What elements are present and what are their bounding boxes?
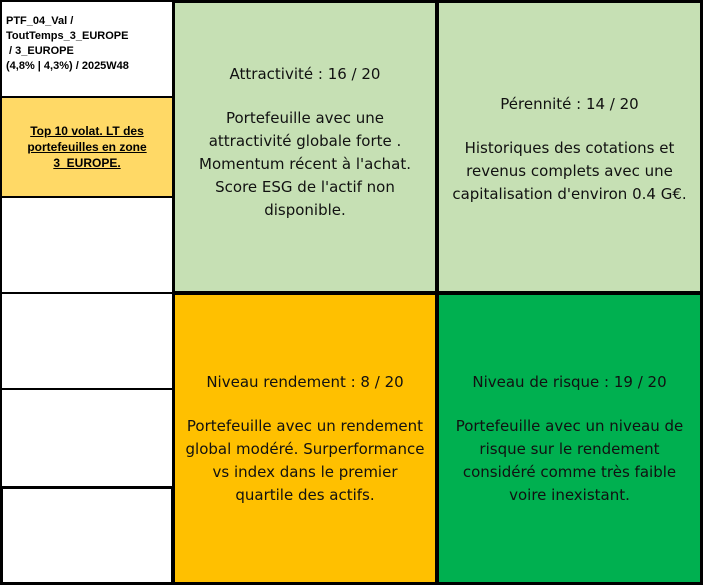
perennite-quadrant [437,1,702,293]
empty-cell-3 [1,389,173,487]
portfolio-info-line-4: (4,8% | 4,3%) / 2025W48 [6,60,129,72]
risque-quadrant [437,293,702,584]
risque-title: Niveau de risque : 19 / 20 [472,372,667,391]
rendement-text: Portefeuille avec un rendement global modéré. Surperformance vs index dans le premier quartile des actifs. [185,416,425,504]
empty-cell-4 [1,487,173,584]
perennite-text: Historiques des cotations et revenus complets avec une capitalisation d'environ 0.4 G€. [452,138,687,203]
rendement-title: Niveau rendement : 8 / 20 [206,372,404,391]
attractivite-text: Portefeuille avec une attractivité globale forte . Momentum récent à l'achat. Score ESG de l'actif non disponible. [199,108,411,219]
portfolio-info-line-3: / 3_EUROPE [6,45,74,57]
perennite-title: Pérennité : 14 / 20 [500,94,639,113]
rendement-quadrant [173,293,437,584]
portfolio-info-cell [1,1,173,97]
risque-text: Portefeuille avec un niveau de risque sur le rendement considéré comme très faible voire inexistant. [455,416,684,504]
empty-cell-1 [1,197,173,293]
top-volatility-link-cell[interactable] [1,97,173,197]
top-volatility-link[interactable]: Top 10 volat. LT des portefeuilles en zone 3_EUROPE. [27,124,147,170]
portfolio-info-line-2: ToutTemps_3_EUROPE [6,30,129,42]
attractivite-title: Attractivité : 16 / 20 [229,64,381,83]
attractivite-quadrant [173,1,437,293]
portfolio-info-line-1: PTF_04_Val / [6,15,74,27]
empty-cell-2 [1,293,173,389]
